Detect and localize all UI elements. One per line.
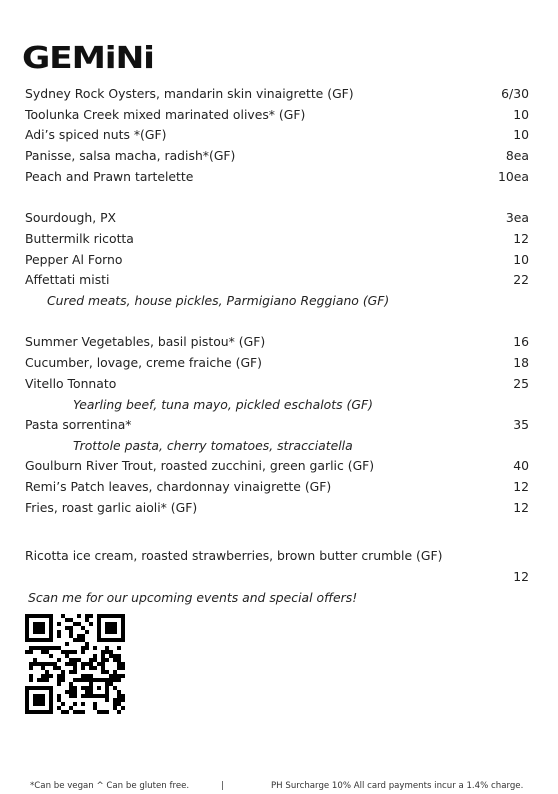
item-price: 10 — [513, 127, 529, 142]
item-name: Remi’s Patch leaves, chardonnay vinaigrette (GF) — [25, 479, 332, 494]
item-name: Pepper Al Forno — [25, 252, 123, 267]
item-price: 25 — [513, 376, 529, 391]
item-name: Affettati misti — [25, 272, 110, 287]
item-price: 35 — [513, 417, 529, 432]
item-name: Vitello Tonnato — [25, 376, 117, 391]
item-price: 10 — [513, 107, 529, 122]
item-name: Sydney Rock Oysters, mandarin skin vinaigrette (GF) — [25, 86, 354, 101]
menu-item — [25, 334, 529, 350]
item-name: Ricotta ice cream, roasted strawberries, brown butter crumble (GF) — [25, 548, 443, 563]
item-price: 12 — [513, 500, 529, 515]
item-name: Peach and Prawn tartelette — [25, 169, 194, 184]
menu-item — [25, 148, 529, 164]
menu-item — [25, 210, 529, 226]
item-name: Pasta sorrentina* — [25, 417, 132, 432]
menu-item — [25, 417, 529, 433]
promo-text: Scan me for our upcoming events and special offers! — [28, 590, 358, 605]
menu-item — [25, 169, 529, 185]
menu-item — [25, 458, 529, 474]
menu-item — [25, 231, 529, 247]
item-name: Adi’s spiced nuts *(GF) — [25, 127, 167, 142]
item-name: Cucumber, lovage, creme fraiche (GF) — [25, 355, 263, 370]
item-price: 10 — [513, 252, 529, 267]
item-name: Buttermilk ricotta — [25, 231, 134, 246]
footer-separator: | — [221, 781, 224, 791]
menu-item — [25, 355, 529, 371]
item-name: Toolunka Creek mixed marinated olives* (GF) — [25, 107, 306, 122]
brand-logo: GEMiNi — [22, 41, 154, 76]
menu-item-price-row — [25, 569, 529, 585]
footer-legend: *Can be vegan ^ Can be gluten free. — [30, 781, 190, 791]
item-price: 16 — [513, 334, 529, 349]
menu-item — [25, 500, 529, 516]
item-price: 10ea — [498, 169, 529, 184]
footer-surcharge: PH Surcharge 10% All card payments incur a 1.4% charge. — [271, 781, 524, 791]
item-name: Goulburn River Trout, roasted zucchini, green garlic (GF) — [25, 458, 375, 473]
item-price: 6/30 — [501, 86, 529, 101]
item-description: Yearling beef, tuna mayo, pickled eschalots (GF) — [73, 397, 373, 412]
item-name: Fries, roast garlic aioli* (GF) — [25, 500, 198, 515]
menu-item — [25, 252, 529, 268]
item-price: 18 — [513, 355, 529, 370]
item-name: Sourdough, PX — [25, 210, 117, 225]
item-description: Cured meats, house pickles, Parmigiano Reggiano (GF) — [47, 293, 390, 308]
item-description: Trottole pasta, cherry tomatoes, stracciatella — [73, 438, 353, 453]
menu-item — [25, 127, 529, 143]
item-name: Summer Vegetables, basil pistou* (GF) — [25, 334, 266, 349]
menu-item — [25, 548, 529, 564]
menu-item — [25, 376, 529, 392]
item-price: 8ea — [505, 148, 529, 163]
menu-item — [25, 479, 529, 495]
menu-item — [25, 272, 529, 288]
item-price: 12 — [513, 479, 529, 494]
menu-item — [25, 107, 529, 123]
item-price: 12 — [513, 231, 529, 246]
qr-code[interactable] — [25, 614, 125, 714]
item-price: 3ea — [505, 210, 529, 225]
item-price: 12 — [513, 569, 529, 584]
item-price: 22 — [513, 272, 529, 287]
menu-item — [25, 86, 529, 102]
item-name: Panisse, salsa macha, radish*(GF) — [25, 148, 236, 163]
item-price: 40 — [513, 458, 529, 473]
